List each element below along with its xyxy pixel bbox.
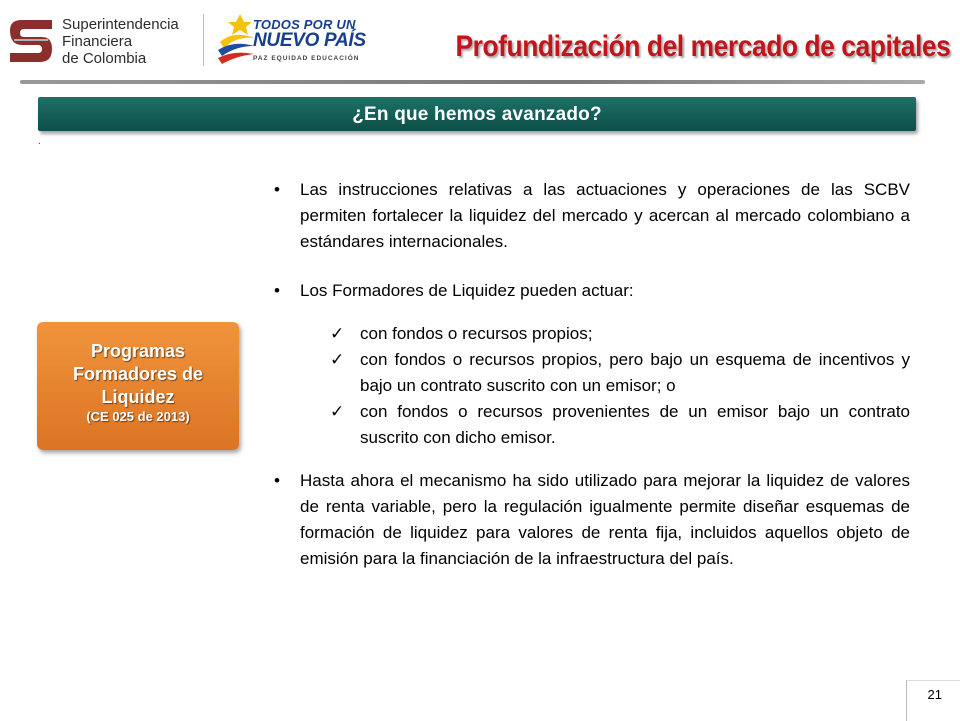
side-box-title: Programas Formadores de Liquidez bbox=[72, 341, 204, 407]
bullet-text: Las instrucciones relativas a las actuaciones y operaciones de las SCBV permiten fortalecer la liquidez del mercado y acercan al mercado colombiano a estándares internacionales. bbox=[300, 180, 910, 251]
checklist-item bbox=[330, 347, 910, 399]
sfc-logo-text bbox=[62, 16, 179, 67]
side-callout-box bbox=[37, 322, 239, 450]
checkmark-icon: ✓ bbox=[330, 402, 345, 421]
page-title: Profundización del mercado de capitales bbox=[455, 30, 950, 63]
stray-mark: . bbox=[38, 136, 41, 147]
checklist bbox=[270, 321, 910, 451]
government-logo-line: NUEVO PAÍS bbox=[253, 30, 366, 51]
sfc-logo-line: Superintendencia bbox=[62, 16, 179, 33]
bullet-icon: • bbox=[274, 281, 280, 300]
bullet-text: Hasta ahora el mecanismo ha sido utilizado para mejorar la liquidez de valores de renta variable, pero la regulación igualmente permite diseñar esquemas de formación de liquidez para valores de renta fija, incluidos aquellos objeto de emisión para la financiación de la infraestructura del país. bbox=[300, 471, 910, 568]
bullet-item bbox=[270, 177, 910, 255]
sfc-logo-line: Financiera bbox=[62, 33, 133, 50]
bullet-icon: • bbox=[274, 471, 280, 490]
checklist-text: con fondos o recursos propios, pero bajo un esquema de incentivos y bajo un contrato suscrito con un emisor; o bbox=[360, 350, 910, 395]
bullet-item bbox=[270, 468, 910, 572]
checklist-item bbox=[330, 321, 910, 347]
government-logo-tagline: PAZ EQUIDAD EDUCACIÓN bbox=[253, 55, 360, 62]
government-logo-line: TODOS POR UN bbox=[253, 17, 356, 32]
checkmark-icon: ✓ bbox=[330, 324, 345, 343]
sfc-logo bbox=[8, 12, 208, 72]
page-number: 21 bbox=[927, 687, 942, 702]
header-divider bbox=[20, 80, 925, 84]
checkmark-icon: ✓ bbox=[330, 350, 345, 369]
sfc-logo-icon bbox=[8, 16, 54, 66]
section-heading: ¿En que hemos avanzado? bbox=[38, 97, 916, 131]
sfc-logo-line: de Colombia bbox=[62, 50, 147, 67]
bullet-item bbox=[270, 278, 910, 304]
checklist-text: con fondos o recursos propios; bbox=[360, 324, 593, 343]
checklist-item bbox=[330, 399, 910, 451]
side-box-subtitle: (CE 025 de 2013) bbox=[86, 409, 190, 424]
logo-divider bbox=[203, 14, 204, 66]
body-content bbox=[270, 177, 910, 572]
bullet-text: Los Formadores de Liquidez pueden actuar: bbox=[300, 281, 634, 300]
colombia-government-logo-icon bbox=[214, 12, 258, 72]
bullet-icon: • bbox=[274, 180, 280, 199]
checklist-text: con fondos o recursos provenientes de un emisor bajo un contrato suscrito con dicho emisor. bbox=[360, 402, 910, 447]
